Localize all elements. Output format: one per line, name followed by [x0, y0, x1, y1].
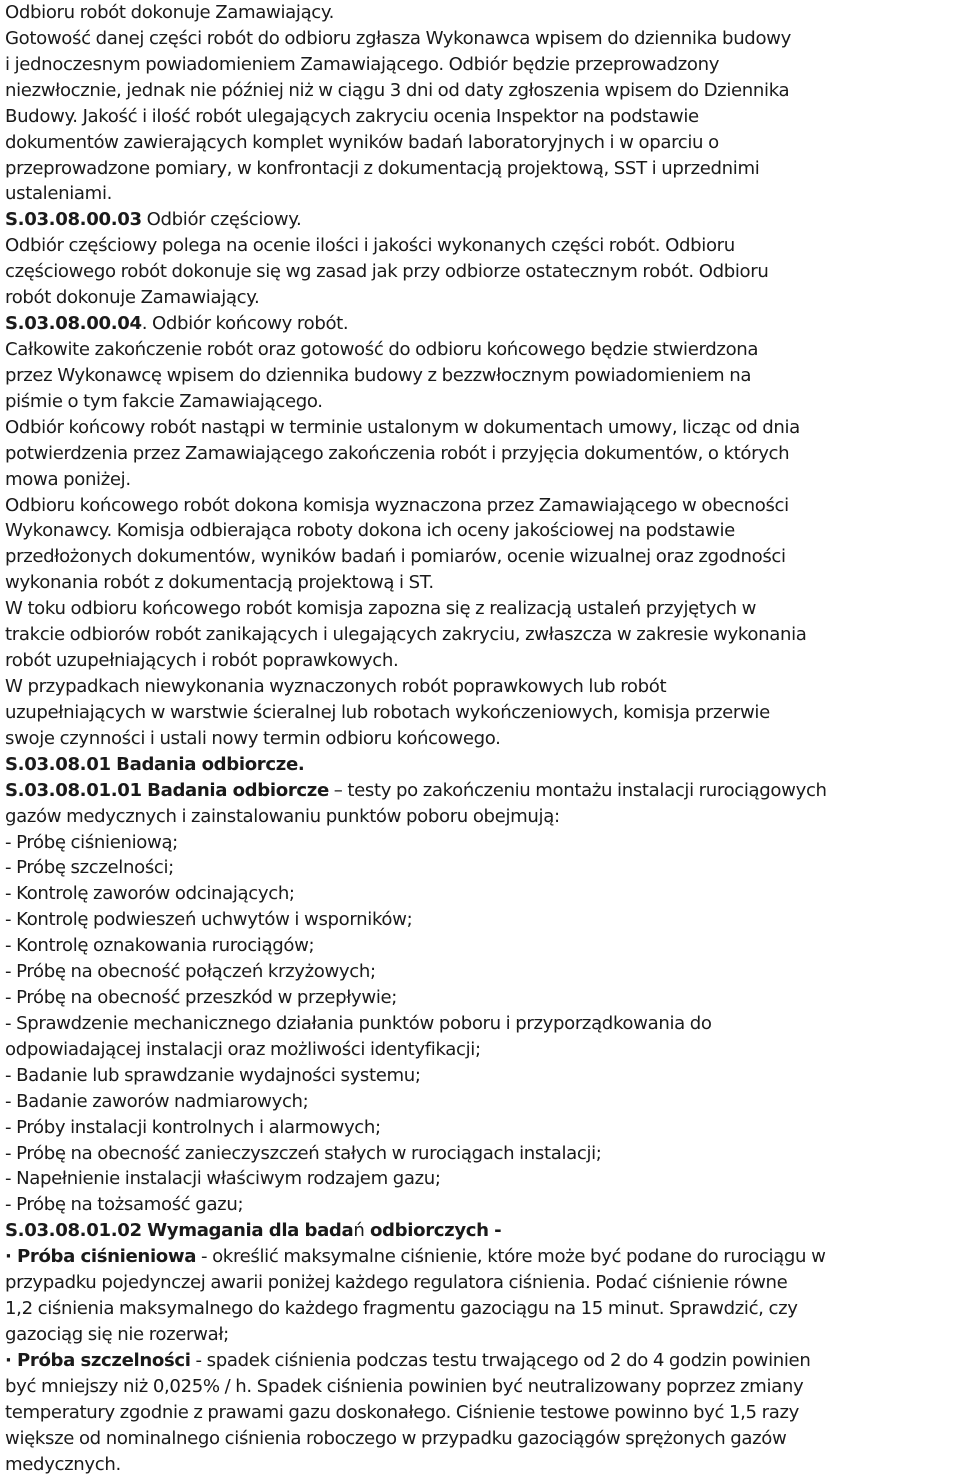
- list-item: - Próbę na obecność przeszkód w przepływie;: [5, 987, 398, 1009]
- document-body: [5, 0, 956, 1478]
- text-line: gazów medycznych i zainstalowaniu punktów poboru obejmują:: [5, 805, 560, 827]
- section-code: S.03.08.01.02 Wymagania dla bada: [5, 1220, 354, 1242]
- section-heading-final-acceptance: [5, 311, 956, 337]
- text-line: niezwłocznie, jednak nie później niż w ciągu 3 dni od daty zgłoszenia wpisem do Dziennika: [5, 79, 790, 101]
- text-line: medycznych.: [5, 1453, 121, 1475]
- bullet-pressure-test: [5, 1244, 956, 1270]
- section-code: S.03.08.01.01 Badania odbiorcze: [5, 779, 329, 801]
- list-item: - Próbę szczelności;: [5, 857, 174, 879]
- text-line: Całkowite zakończenie robót oraz gotowość do odbioru końcowego będzie stwierdzona: [5, 338, 759, 360]
- text-line: Odbiór częściowy polega na ocenie ilości i jakości wykonanych części robót. Odbioru: [5, 235, 735, 257]
- text-line: gazociąg się nie rozerwał;: [5, 1324, 229, 1346]
- text-line: W toku odbioru końcowego robót komisja zapozna się z realizacją ustaleń przyjętych w: [5, 598, 757, 620]
- list-item: - Napełnienie instalacji właściwym rodzajem gazu;: [5, 1168, 441, 1190]
- text-line: W przypadkach niewykonania wyznaczonych robót poprawkowych lub robót: [5, 675, 667, 697]
- list-item: - Próbę na obecność zanieczyszczeń stałych w rurociągach instalacji;: [5, 1142, 602, 1164]
- text-line: temperatury zgodnie z prawami gazu doskonałego. Ciśnienie testowe powinno być 1,5 razy: [5, 1401, 799, 1423]
- section-heading-test-requirements: [5, 1218, 956, 1244]
- list-item: - Próbę na tożsamość gazu;: [5, 1194, 244, 1216]
- section-code-tail: odbiorczych -: [364, 1220, 502, 1242]
- text-line: być mniejszy niż 0,025% / h. Spadek ciśnienia powinien być neutralizowany poprzez zmiany: [5, 1375, 804, 1397]
- bullet-label: Próba szczelności: [16, 1349, 191, 1371]
- text-line: Odbioru końcowego robót dokona komisja wyznaczona przez Zamawiającego w obecności: [5, 494, 789, 516]
- text-line: przeprowadzone pomiary, w konfrontacji z dokumentacją projektową, SST i uprzednimi: [5, 157, 760, 179]
- text-line: Budowy. Jakość i ilość robót ulegających zakryciu ocenia Inspektor na podstawie: [5, 105, 699, 127]
- text-line: częściowego robót dokonuje się wg zasad jak przy odbiorze ostatecznym robót. Odbioru: [5, 261, 769, 283]
- text-line: piśmie o tym fakcie Zamawiającego.: [5, 390, 323, 412]
- text-line: przez Wykonawcę wpisem do dziennika budowy z bezzwłocznym powiadomieniem na: [5, 364, 752, 386]
- section-title: . Odbiór końcowy robót.: [141, 313, 349, 335]
- text-line: robót dokonuje Zamawiający.: [5, 287, 260, 309]
- text-line: ustaleniami.: [5, 183, 113, 205]
- text-line: przypadku pojedynczej awarii poniżej każdego regulatora ciśnienia. Podać ciśnienie równe: [5, 1272, 788, 1294]
- section-heading-partial-acceptance: [5, 207, 956, 233]
- bullet-label: Próba ciśnieniowa: [16, 1246, 197, 1268]
- section-heading-acceptance-tests-detail: [5, 778, 956, 804]
- text-line: wykonania robót z dokumentacją projektową i ST.: [5, 572, 434, 594]
- list-item: - Kontrolę oznakowania rurociągów;: [5, 935, 315, 957]
- text-line: trakcie odbiorów robót zanikających i ulegających zakryciu, zwłaszcza w zakresie wykonania: [5, 624, 807, 646]
- text-line: dokumentów zawierających komplet wyników badań laboratoryjnych i w oparciu o: [5, 131, 719, 153]
- list-item: - Próbę na obecność połączeń krzyżowych;: [5, 961, 376, 983]
- list-item: - Kontrolę podwieszeń uchwytów i wsporników;: [5, 909, 413, 931]
- bullet-text: - określić maksymalne ciśnienie, które może być podane do rurociągu w: [196, 1246, 826, 1268]
- text-line: Odbioru robót dokonuje Zamawiający.: [5, 2, 335, 23]
- text-line: 1,2 ciśnienia maksymalnego do każdego fragmentu gazociągu na 15 minut. Sprawdzić, czy: [5, 1298, 798, 1320]
- list-item: - Próby instalacji kontrolnych i alarmowych;: [5, 1116, 381, 1138]
- list-item: - Badanie lub sprawdzanie wydajności systemu;: [5, 1064, 421, 1086]
- list-item: - Próbę ciśnieniową;: [5, 831, 178, 853]
- text-line: i jednoczesnym powiadomieniem Zamawiającego. Odbiór będzie przeprowadzony: [5, 53, 720, 75]
- bullet-dot-icon: ·: [5, 1349, 17, 1371]
- list-item: - Sprawdzenie mechanicznego działania punktów poboru i przyporządkowania do: [5, 1012, 712, 1034]
- text-line: potwierdzenia przez Zamawiającego zakończenia robót i przyjęcia dokumentów, o których: [5, 442, 790, 464]
- text-line: Odbiór końcowy robót nastąpi w terminie ustalonym w dokumentach umowy, licząc od dnia: [5, 416, 800, 438]
- bullet-tightness-test: [5, 1348, 956, 1374]
- text-line: większe od nominalnego ciśnienia roboczego w przypadku gazociągów sprężonych gazów: [5, 1427, 787, 1449]
- bullet-text: - spadek ciśnienia podczas testu trwającego od 2 do 4 godzin powinien: [190, 1349, 811, 1371]
- text-line: uzupełniających w warstwie ścieralnej lub robotach wykończeniowych, komisja przerwie: [5, 701, 770, 723]
- list-item: - Kontrolę zaworów odcinających;: [5, 883, 295, 905]
- section-heading-acceptance-tests: S.03.08.01 Badania odbiorcze.: [5, 753, 305, 775]
- section-description: – testy po zakończeniu montażu instalacji rurociągowych: [328, 779, 827, 801]
- list-item: - Badanie zaworów nadmiarowych;: [5, 1090, 309, 1112]
- section-title: Odbiór częściowy.: [141, 209, 302, 231]
- section-code: S.03.08.00.03: [5, 209, 142, 231]
- text-line: Wykonawcy. Komisja odbierająca roboty dokona ich oceny jakościowej na podstawie: [5, 520, 735, 542]
- text-line: Gotowość danej części robót do odbioru zgłasza Wykonawca wpisem do dziennika budowy: [5, 27, 791, 49]
- section-code: S.03.08.00.04: [5, 313, 142, 335]
- list-item-continuation: odpowiadającej instalacji oraz możliwości identyfikacji;: [5, 1038, 481, 1060]
- text-line: przedłożonych dokumentów, wyników badań i pomiarów, ocenie wizualnej oraz zgodności: [5, 546, 786, 568]
- text-line: swoje czynności i ustali nowy termin odbioru końcowego.: [5, 727, 501, 749]
- text-line: robót uzupełniających i robót poprawkowych.: [5, 650, 399, 672]
- bullet-dot-icon: ·: [5, 1246, 17, 1268]
- section-code-glyph: ń: [353, 1220, 365, 1242]
- text-line: mowa poniżej.: [5, 468, 131, 490]
